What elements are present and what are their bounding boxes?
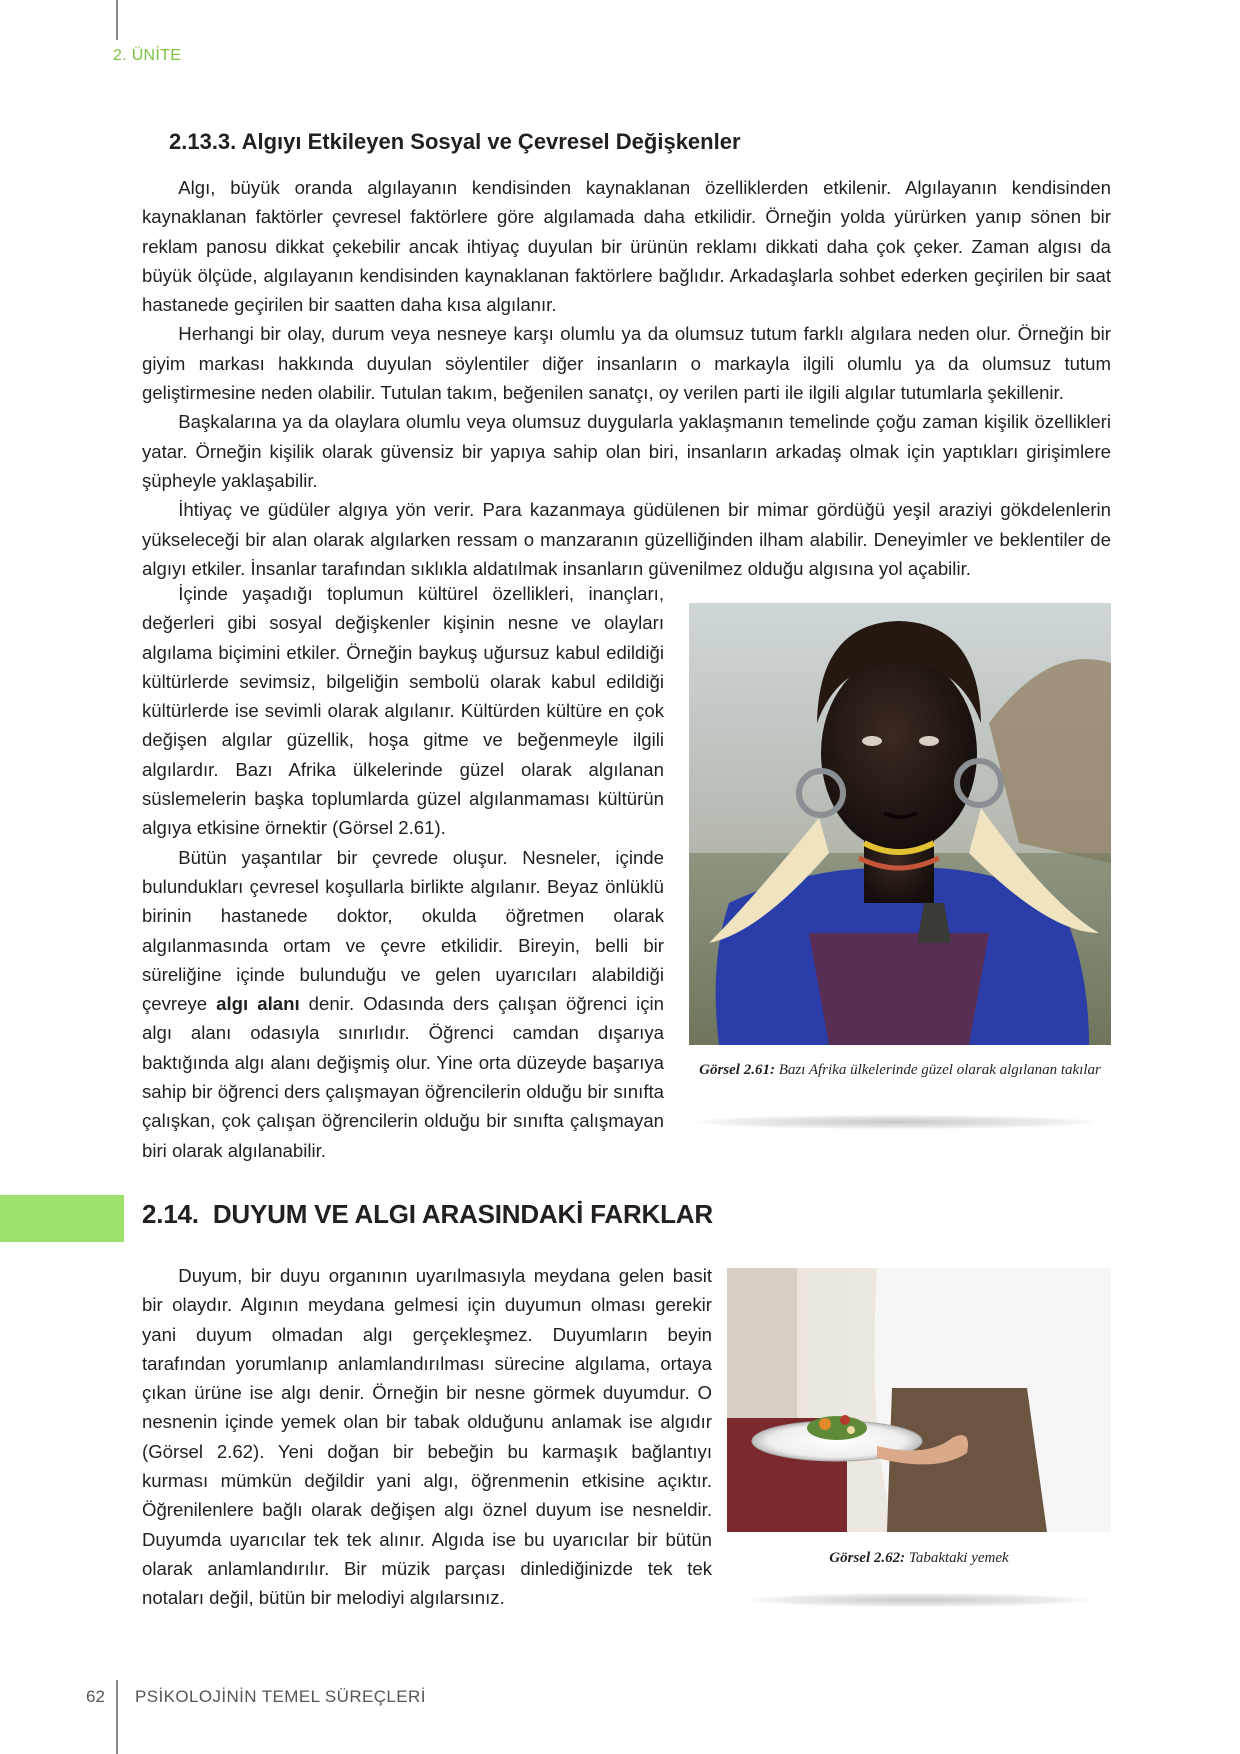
paragraph: İçinde yaşadığı toplumun kültürel özellikleri, inançları, değerleri gibi sosyal değişkenler kişinin nesne ve olayları algılama biçimini etkiler. Örneğin baykuş uğursuz kabul edildiği kültürlerde sevimsiz, bilgeliğin sembolü olarak kabul edildiği kültürlerde ise sevimli olarak algılanır. Kültürden kültüre en çok değişen algılar güzellik, hoşa gitme ve beğenmeyle ilgili algılardır. Bazı Afrika ülkelerinde güzel olarak algılanan süslemelerin başka toplumlarda güzel algılanmaması kültürün algıya etkisine örnektir (Görsel 2.61). xyxy=(142,583,664,839)
paragraph xyxy=(142,843,664,1165)
figure-caption-text: Bazı Afrika ülkelerinde güzel olarak algılanan takılar xyxy=(778,1062,1101,1078)
paragraph: Herhangi bir olay, durum veya nesneye karşı olumlu ya da olumsuz tutum farklı algılara neden olur. Örneğin bir giyim markası hakkında duyulan söylentiler diğer insanların o markayla ilgili olumlu ya da olumsuz tutum geliştirmesine neden olabilir. Tutulan takım, beğenilen sanatçı, oy verilen parti ile ilgili algılar tutumlarla şekillenir. xyxy=(142,323,1111,404)
paragraph: İhtiyaç ve güdüler algıya yön verir. Para kazanmaya güdülenen bir mimar gördüğü yeşil araziyi gökdelenlerin yükseleceği bir alan olarak algılarken ressam o manzaranın güzelliğinden ilham alabilir. Deneyimler ve beklentiler de algıyı etkiler. İnsanlar tarafından sıklıkla aldatılmak insanların güvenilmez olduğu algısına yol açabilir. xyxy=(142,499,1111,579)
section-heading xyxy=(142,1199,713,1230)
page-number: 62 xyxy=(86,1687,105,1706)
text-run: denir. Odasında ders çalışan öğrenci için algı alanı odasıyla sınırlıdır. Öğrenci camdan dışarıya baktığında algı alanı değişmiş olur. Yine orta düzeyde başarıya sahip bir öğrenci ders çalışmayan öğrencilerin olduğu bir sınıfta çalışkan, çok çalışan öğrencilerin olduğu bir sınıfta çalışmayan biri olarak algılanabilir. xyxy=(142,993,664,1161)
figure-label: Görsel 2.61: xyxy=(699,1062,775,1078)
figure-shadow xyxy=(694,1115,1094,1129)
intro-text xyxy=(142,173,1111,583)
footer-rule xyxy=(116,1680,118,1754)
text-run: Bütün yaşantılar bir çevrede oluşur. Nesneler, içinde bulundukları çevresel koşullarla birlikte algılanır. Beyaz önlüklü birinin hastanede doktor, okulda öğretmen olarak algılanmasında ortam ve çevre etkilidir. Bireyin, belli bir süreliğine içinde bulunduğu ve gelen uyarıcıları alabildiği çevreye xyxy=(142,846,664,1015)
section-marker-bar xyxy=(0,1195,124,1242)
figure-label: Görsel 2.62: xyxy=(829,1550,906,1566)
term-algi-alani: algı alanı xyxy=(216,993,300,1015)
section-number: 2.14. xyxy=(142,1199,199,1229)
figure-shadow xyxy=(748,1593,1088,1607)
paragraph: Başkalarına ya da olaylara olumlu veya olumsuz duygularla yaklaşmanın temelinde çoğu zaman kişilik özellikleri yatar. Örneğin kişilik olarak güvensiz bir yapıya sahip olan biri, insanların arkadaş olmak için yaptıkları girişimlere şüpheyle yaklaşabilir. xyxy=(142,411,1111,491)
book-title: PSİKOLOJİNİN TEMEL SÜREÇLERİ xyxy=(135,1687,426,1706)
column-text xyxy=(142,579,664,1165)
paragraph: Duyum, bir duyu organının uyarılmasıyla meydana gelen basit bir olaydır. Algının meydana gelmesi için duyumun olması gerekir yani duyum olmadan algı gerçekleşmez. Duyumların beyin tarafından yorumlanıp anlamlandırılması sürecine algılama, ortaya çıkan ürüne ise algı denir. Örneğin bir nesne görmek duyumdur. O nesnenin içinde yemek olan bir tabak olduğunu anlamak ise algıdır (Görsel 2.62). Yeni doğan bir bebeğin bu karmaşık bağlantıyı kurması mümkün değildir yani algı, öğrenmenin etkisine açıktır. Öğrenilenlere bağlı olarak değişen algı öznel duyum ise nesneldir. Duyumda uyarıcılar tek tek alınır. Algıda ise bu uyarıcılar bir bütün olarak anlamlandırılır. Bir müzik parçası dinlediğinizde tek tek notaları değil, bütün bir melodiyi algılarsınız. xyxy=(142,1265,712,1609)
unit-label: 2. ÜNİTE xyxy=(113,47,182,64)
figure-caption-2-62 xyxy=(727,1545,1111,1572)
figure-caption-text: Tabaktaki yemek xyxy=(908,1550,1009,1566)
figure-caption-2-61 xyxy=(689,1057,1111,1084)
paragraph: Algı, büyük oranda algılayanın kendisinden kaynaklanan özelliklerden etkilenir. Algılayanın kendisinden kaynaklanan faktörler çevresel faktörlere göre algılamada daha etkilidir. Örneğin yolda yürürken yanıp sönen bir reklam panosu dikkat çekebilir ancak ihtiyaç duyulan bir ürünün reklamı dikkati daha çok çeker. Zaman algısı da büyük ölçüde, algılayanın kendisinden kaynaklanan faktörlere bağlıdır. Arkadaşlarla sohbet ederken geçirilen bir saat hastanede geçirilen bir saatten daha kısa algılanır. xyxy=(142,177,1111,316)
header-rule xyxy=(116,0,118,40)
section-text xyxy=(142,1261,712,1613)
section-heading-text: DUYUM VE ALGI ARASINDAKİ FARKLAR xyxy=(212,1199,713,1229)
african-woman-photo xyxy=(689,603,1111,1045)
section-title: 2.13.3. Algıyı Etkileyen Sosyal ve Çevresel Değişkenler xyxy=(169,129,741,154)
food-plate-photo xyxy=(727,1268,1111,1532)
